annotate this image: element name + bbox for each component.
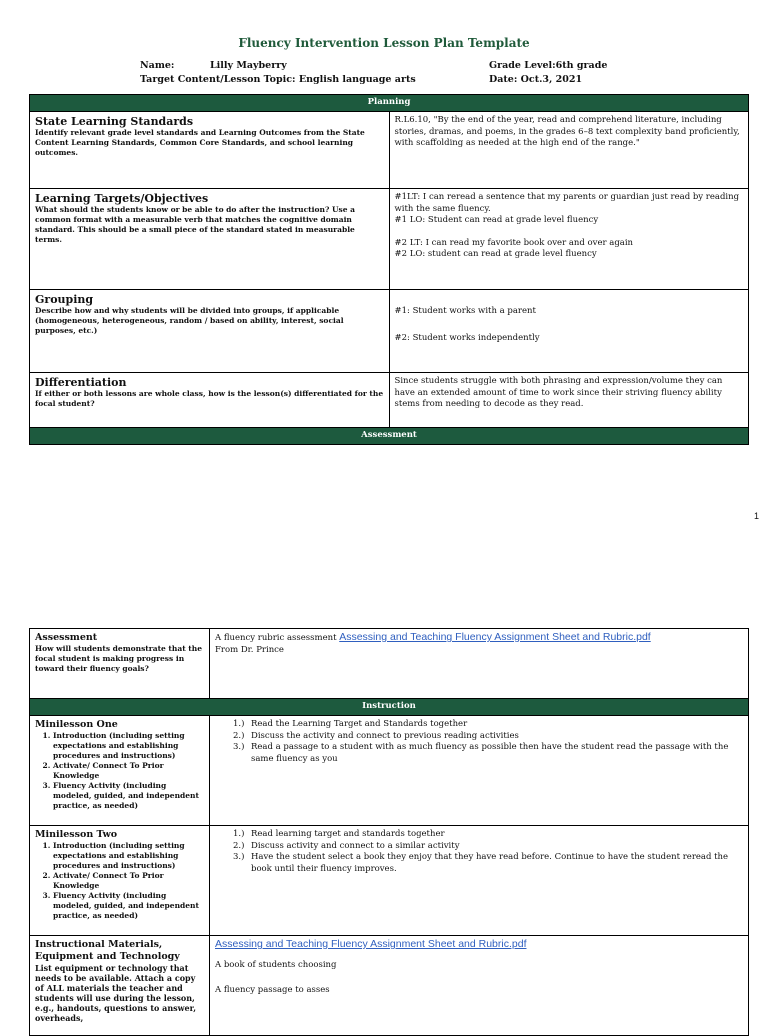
materials-line: A book of students choosing	[215, 959, 337, 970]
step-item: 3.) Have the student select a book they enjoy that they have read before. Continue to have the student reread the book until their fluency improves.	[233, 852, 729, 874]
standards-label-cell	[30, 112, 390, 189]
assessment-row	[30, 629, 749, 699]
step-item: 1.) Read the Learning Target and Standards together	[233, 719, 468, 729]
minilesson-two-heading: Minilesson Two	[35, 829, 118, 840]
sub-item: 3. Fluency Activity (including modeled, guided, and independent practice, as needed)	[53, 781, 204, 811]
minilesson-one-sub-list	[35, 731, 204, 811]
assessment-content	[210, 629, 749, 699]
minilesson-two-sub-list	[35, 841, 204, 921]
name-label: Name:	[140, 60, 175, 71]
differentiation-content: Since students struggle with both phrasing and expression/volume they can have an extended amount of time to work since their striving fluency ability stems from needing to decode as they read.	[389, 373, 749, 428]
sub-item: 2. Activate/ Connect To Prior Knowledge	[53, 761, 204, 781]
targets-description: What should the students know or be able to do after the instruction? Use a common format with a measurable verb that matches the cognitive domain standard. This should be a small piece of the standard stated in measurable terms.	[35, 205, 355, 244]
sub-item: 1. Introduction (including setting expectations and establishing procedures and instructions)	[53, 731, 204, 761]
grouping-line: #1: Student works with a parent	[394, 306, 536, 316]
minilesson-one-steps	[215, 719, 743, 765]
materials-heading: Instructional Materials, Equipment and Technology	[35, 939, 180, 962]
targets-row	[30, 189, 749, 290]
document-title: Fluency Intervention Lesson Plan Template	[238, 36, 530, 50]
lesson-topic: Target Content/Lesson Topic: English language arts	[140, 74, 416, 85]
minilesson-two-steps	[215, 829, 743, 875]
differentiation-row	[30, 373, 749, 428]
materials-description: List equipment or technology that needs to be available. Attach a copy of ALL materials the teacher and students will use during the lesson, e.g., handouts, questions to answer, overheads,	[35, 963, 197, 1023]
name-value: Lilly Mayberry	[210, 60, 287, 71]
assessment-text: A fluency rubric assessment	[215, 633, 340, 643]
differentiation-description: If either or both lessons are whole class, how is the lesson(s) differentiated for the focal student?	[35, 389, 384, 408]
grouping-description: Describe how and why students will be divided into groups, if applicable (homogeneous, heterogeneous, random / based on ability, interest, social purposes, etc.)	[35, 306, 344, 335]
step-item: 1.) Read learning target and standards together	[233, 829, 445, 839]
grouping-row	[30, 290, 749, 373]
grouping-label-cell	[30, 290, 390, 373]
rubric-link[interactable]: Assessing and Teaching Fluency Assignment Sheet and Rubric.pdf	[339, 631, 651, 643]
minilesson-one-heading: Minilesson One	[35, 719, 118, 730]
step-item: 2.) Discuss the activity and connect to previous reading activities	[233, 730, 519, 741]
planning-band: Planning	[30, 95, 749, 112]
standards-content: R.L6.10, "By the end of the year, read and comprehend literature, including stories, dramas, and poems, in the grades 6–8 text complexity band proficiently, with scaffolding as needed at the high end of the range."	[389, 112, 749, 189]
sub-item: 2. Activate/ Connect To Prior Knowledge	[53, 871, 204, 891]
assessment-description: How will students demonstrate that the focal student is making progress in toward their fluency goals?	[35, 644, 202, 673]
targets-content	[389, 189, 749, 290]
grouping-content	[389, 290, 749, 373]
assessment-band: Assessment	[30, 428, 749, 445]
sub-item: 3. Fluency Activity (including modeled, guided, and independent practice, as needed)	[53, 891, 204, 921]
materials-row	[30, 936, 749, 1036]
target-line: #1LT: I can reread a sentence that my parents or guardian just read by reading with the same fluency.	[394, 192, 740, 214]
target-line: #1 LO: Student can read at grade level fluency	[394, 215, 599, 225]
minilesson-two-label-cell	[30, 826, 210, 936]
minilesson-two-content	[210, 826, 749, 936]
target-line: #2 LO: student can read at grade level fluency	[394, 249, 597, 259]
materials-rubric-link[interactable]: Assessing and Teaching Fluency Assignment Sheet and Rubric.pdf	[215, 938, 527, 950]
grouping-line: #2: Student works independently	[394, 332, 540, 343]
assessment-heading: Assessment	[35, 632, 98, 643]
differentiation-heading: Differentiation	[35, 376, 127, 389]
standards-row	[30, 112, 749, 189]
step-item: 2.) Discuss activity and connect to a similar activity	[233, 840, 460, 851]
assessment-label-cell	[30, 629, 210, 699]
grouping-heading: Grouping	[35, 293, 94, 306]
differentiation-label-cell	[30, 373, 390, 428]
step-item: 3.) Read a passage to a student with as much fluency as possible then have the student read the passage with the same fluency as you	[233, 742, 729, 764]
materials-line: A fluency passage to asses	[215, 985, 330, 995]
planning-table	[29, 94, 749, 445]
assessment-from: From Dr. Prince	[215, 644, 284, 655]
minilesson-one-content	[210, 716, 749, 826]
minilesson-one-label-cell	[30, 716, 210, 826]
target-line: #2 LT: I can read my favorite book over and over again	[394, 237, 634, 248]
standards-heading: State Learning Standards	[35, 115, 194, 128]
materials-label-cell	[30, 936, 210, 1036]
materials-content	[210, 936, 749, 1036]
page-number: 1	[754, 511, 760, 521]
instruction-table	[29, 628, 749, 1036]
minilesson-one-row	[30, 716, 749, 826]
targets-heading: Learning Targets/Objectives	[35, 192, 209, 205]
grade-level: Grade Level:6th grade	[489, 60, 608, 71]
lesson-date: Date: Oct.3, 2021	[489, 74, 583, 85]
standards-description: Identify relevant grade level standards and Learning Outcomes from the State Content Learning Standards, Common Core Standards, and school learning outcomes.	[35, 128, 365, 157]
minilesson-two-row	[30, 826, 749, 936]
instruction-band: Instruction	[30, 699, 749, 716]
targets-label-cell	[30, 189, 390, 290]
sub-item: 1. Introduction (including setting expectations and establishing procedures and instructions)	[53, 841, 204, 871]
